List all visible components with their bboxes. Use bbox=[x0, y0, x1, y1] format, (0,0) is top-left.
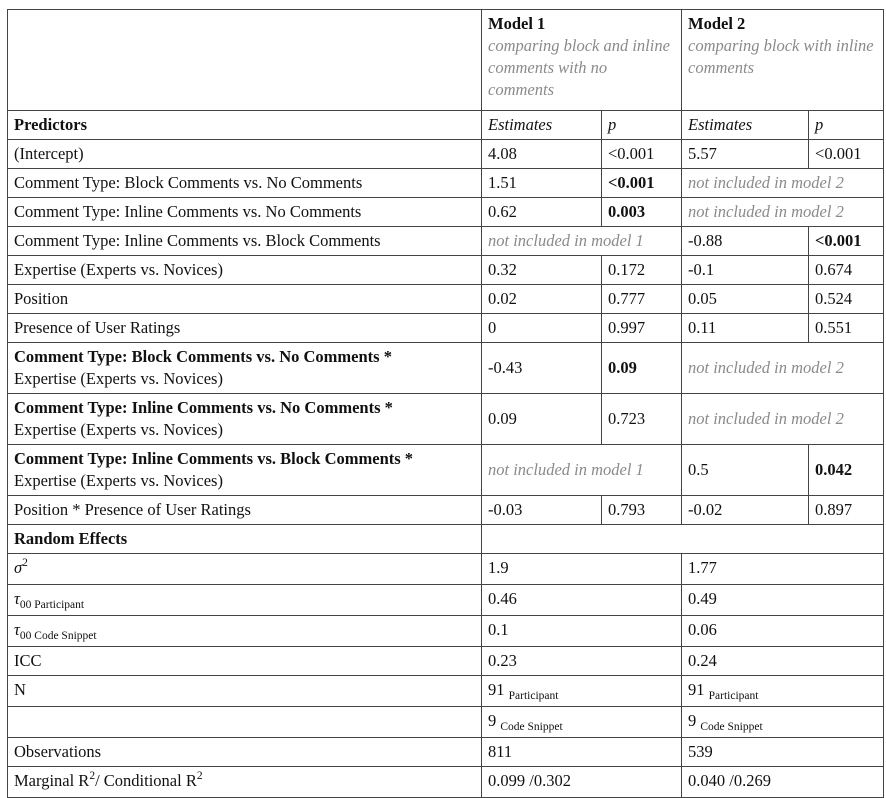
table-row bbox=[8, 198, 884, 227]
tau-symbol: τ bbox=[14, 589, 20, 608]
r2-label-b: / Conditional R bbox=[95, 771, 197, 790]
model1-description: comparing block and inline comments with no comments bbox=[488, 36, 670, 99]
row-label-bold: Comment Type: Inline Comments vs. Block Comments * bbox=[14, 449, 414, 468]
table-row bbox=[8, 169, 884, 198]
m1-value: 0.46 bbox=[482, 585, 682, 616]
r2-sup-b: 2 bbox=[196, 770, 203, 782]
m1-not-included: not included in model 1 bbox=[482, 227, 682, 256]
m1-p-value: 0.777 bbox=[602, 285, 682, 314]
m1-estimate: 0 bbox=[482, 314, 602, 343]
m1-p-value: 0.997 bbox=[602, 314, 682, 343]
m2-n2-value: 9 bbox=[688, 711, 697, 730]
table-row bbox=[8, 256, 884, 285]
table-row bbox=[8, 140, 884, 169]
random-effects-heading: Random Effects bbox=[8, 525, 482, 554]
model2-header bbox=[682, 10, 884, 111]
m2-value: 539 bbox=[682, 738, 884, 767]
model2-description: comparing block with inline comments bbox=[688, 36, 874, 77]
m2-not-included: not included in model 2 bbox=[682, 198, 884, 227]
row-label: Position bbox=[8, 285, 482, 314]
m1-estimate: 4.08 bbox=[482, 140, 602, 169]
m1-estimate: 0.09 bbox=[482, 394, 602, 445]
row-label-rest: Expertise (Experts vs. Novices) bbox=[14, 369, 223, 388]
m2-estimate: 0.05 bbox=[682, 285, 809, 314]
m1-p-value: 0.723 bbox=[602, 394, 682, 445]
sigma-sup: 2 bbox=[22, 557, 28, 569]
m2-value: 1.77 bbox=[682, 554, 884, 585]
m1-n-value: 91 bbox=[488, 680, 505, 699]
model2-estimates-header: Estimates bbox=[682, 111, 809, 140]
random-effects-empty bbox=[482, 525, 884, 554]
m1-value: 1.9 bbox=[482, 554, 682, 585]
m2-estimate: 0.11 bbox=[682, 314, 809, 343]
n-label: N bbox=[8, 676, 482, 707]
m2-p-value: 0.042 bbox=[809, 445, 884, 496]
table-row bbox=[8, 647, 884, 676]
table-row bbox=[8, 707, 884, 738]
m1-value: 811 bbox=[482, 738, 682, 767]
row-label: (Intercept) bbox=[8, 140, 482, 169]
tau-sub: 00 Participant bbox=[19, 599, 85, 611]
table-row bbox=[8, 585, 884, 616]
m2-p-value: 0.897 bbox=[809, 496, 884, 525]
m1-p-value: 0.003 bbox=[602, 198, 682, 227]
row-label-rest: Expertise (Experts vs. Novices) bbox=[14, 420, 223, 439]
m2-p-value: <0.001 bbox=[809, 140, 884, 169]
table-row bbox=[8, 343, 884, 394]
table-row bbox=[8, 394, 884, 445]
m1-n2-sub: Code Snippet bbox=[500, 721, 563, 733]
tau-participant-label bbox=[8, 585, 482, 616]
table-row bbox=[8, 496, 884, 525]
tau-snippet-label bbox=[8, 616, 482, 647]
row-label: Comment Type: Inline Comments vs. No Comments bbox=[8, 198, 482, 227]
table-row bbox=[8, 227, 884, 256]
m2-estimate: 0.5 bbox=[682, 445, 809, 496]
m1-p-value: <0.001 bbox=[602, 140, 682, 169]
m2-n-snippet bbox=[682, 707, 884, 738]
m2-estimate: -0.1 bbox=[682, 256, 809, 285]
model1-title: Model 1 bbox=[488, 14, 546, 33]
row-label-bold: Comment Type: Inline Comments vs. No Comments * bbox=[14, 398, 393, 417]
m1-n-participant bbox=[482, 676, 682, 707]
m1-value: 0.1 bbox=[482, 616, 682, 647]
regression-table bbox=[7, 9, 884, 798]
r2-label bbox=[8, 767, 482, 798]
row-label: Presence of User Ratings bbox=[8, 314, 482, 343]
random-effects-heading-row bbox=[8, 525, 884, 554]
m2-n-value: 91 bbox=[688, 680, 705, 699]
m1-estimate: 0.02 bbox=[482, 285, 602, 314]
table-row bbox=[8, 616, 884, 647]
m1-p-value: <0.001 bbox=[602, 169, 682, 198]
row-label: Position * Presence of User Ratings bbox=[8, 496, 482, 525]
m1-p-value: 0.09 bbox=[602, 343, 682, 394]
m1-p-value: 0.172 bbox=[602, 256, 682, 285]
m2-estimate: -0.02 bbox=[682, 496, 809, 525]
sigma-symbol: σ bbox=[14, 558, 23, 577]
m2-n2-sub: Code Snippet bbox=[700, 721, 763, 733]
icc-label: ICC bbox=[8, 647, 482, 676]
table-row bbox=[8, 676, 884, 707]
m1-value: 0.23 bbox=[482, 647, 682, 676]
model1-p-header: p bbox=[602, 111, 682, 140]
row-label bbox=[8, 394, 482, 445]
observations-label: Observations bbox=[8, 738, 482, 767]
model1-header bbox=[482, 10, 682, 111]
row-label-bold: Comment Type: Block Comments vs. No Comments * bbox=[14, 347, 392, 366]
r2-label-a: Marginal R bbox=[14, 771, 90, 790]
tau-sub: 00 Code Snippet bbox=[19, 630, 97, 642]
m1-estimate: -0.03 bbox=[482, 496, 602, 525]
m2-not-included: not included in model 2 bbox=[682, 169, 884, 198]
m2-n-participant bbox=[682, 676, 884, 707]
table-row bbox=[8, 314, 884, 343]
m1-value: 0.099 /0.302 bbox=[482, 767, 682, 798]
m2-p-value: 0.674 bbox=[809, 256, 884, 285]
row-label: Comment Type: Inline Comments vs. Block Comments bbox=[8, 227, 482, 256]
m1-estimate: -0.43 bbox=[482, 343, 602, 394]
m2-n-sub: Participant bbox=[708, 690, 759, 702]
m1-estimate: 1.51 bbox=[482, 169, 602, 198]
m2-not-included: not included in model 2 bbox=[682, 394, 884, 445]
m2-value: 0.06 bbox=[682, 616, 884, 647]
m2-value: 0.49 bbox=[682, 585, 884, 616]
m2-value: 0.040 /0.269 bbox=[682, 767, 884, 798]
m2-p-value: 0.524 bbox=[809, 285, 884, 314]
row-label: Expertise (Experts vs. Novices) bbox=[8, 256, 482, 285]
m2-value: 0.24 bbox=[682, 647, 884, 676]
m2-estimate: 5.57 bbox=[682, 140, 809, 169]
model2-title: Model 2 bbox=[688, 14, 746, 33]
row-label bbox=[8, 445, 482, 496]
table-row bbox=[8, 738, 884, 767]
row-label bbox=[8, 343, 482, 394]
m1-n-snippet bbox=[482, 707, 682, 738]
model2-p-header: p bbox=[809, 111, 884, 140]
n2-empty-label bbox=[8, 707, 482, 738]
m1-estimate: 0.62 bbox=[482, 198, 602, 227]
m1-estimate: 0.32 bbox=[482, 256, 602, 285]
m2-p-value: 0.551 bbox=[809, 314, 884, 343]
table-row bbox=[8, 767, 884, 798]
m2-estimate: -0.88 bbox=[682, 227, 809, 256]
sigma-squared-label bbox=[8, 554, 482, 585]
table-row bbox=[8, 554, 884, 585]
tau-symbol: τ bbox=[14, 620, 20, 639]
m1-n2-value: 9 bbox=[488, 711, 497, 730]
table-row bbox=[8, 285, 884, 314]
m2-p-value: <0.001 bbox=[809, 227, 884, 256]
row-label: Comment Type: Block Comments vs. No Comments bbox=[8, 169, 482, 198]
m1-not-included: not included in model 1 bbox=[482, 445, 682, 496]
model1-estimates-header: Estimates bbox=[482, 111, 602, 140]
m2-not-included: not included in model 2 bbox=[682, 343, 884, 394]
predictors-header: Predictors bbox=[8, 111, 482, 140]
row-label-rest: Expertise (Experts vs. Novices) bbox=[14, 471, 223, 490]
m1-p-value: 0.793 bbox=[602, 496, 682, 525]
table-row bbox=[8, 445, 884, 496]
m1-n-sub: Participant bbox=[508, 690, 559, 702]
header-empty-cell bbox=[8, 10, 482, 111]
r2-sup-a: 2 bbox=[89, 770, 96, 782]
